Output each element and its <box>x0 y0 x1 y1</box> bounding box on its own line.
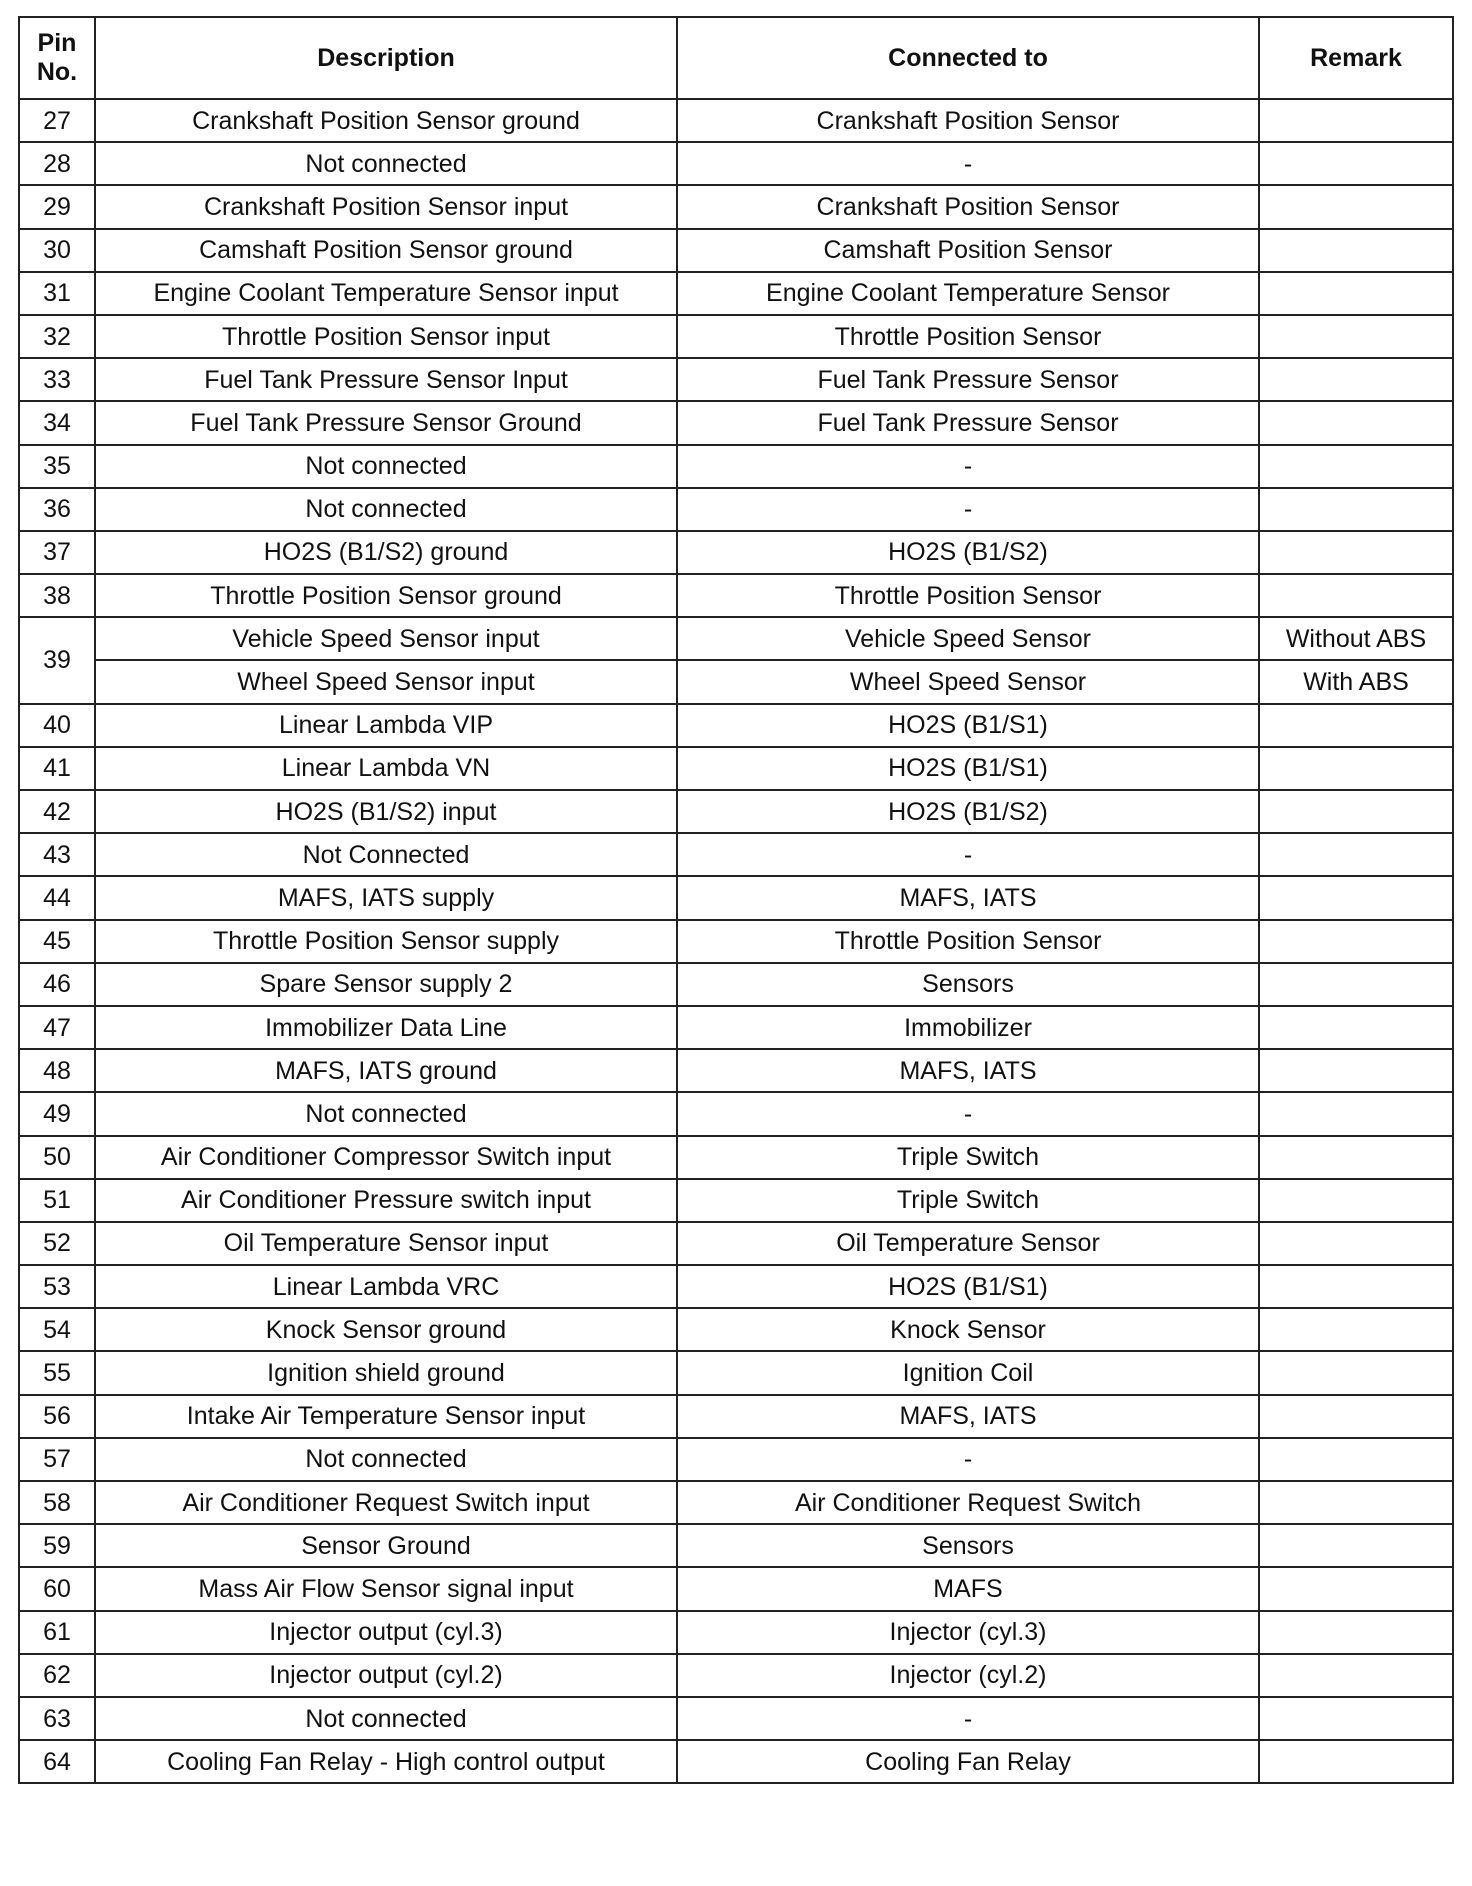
table-row <box>19 99 1453 142</box>
description-cell: Mass Air Flow Sensor signal input <box>95 1567 677 1610</box>
table-row <box>19 704 1453 747</box>
connected-to-cell: Air Conditioner Request Switch <box>677 1481 1259 1524</box>
table-row <box>19 1611 1453 1654</box>
description-cell: Oil Temperature Sensor input <box>95 1222 677 1265</box>
connected-to-cell: Oil Temperature Sensor <box>677 1222 1259 1265</box>
header-pin-no <box>19 17 95 99</box>
description-cell: Spare Sensor supply 2 <box>95 963 677 1006</box>
pin-table-body <box>19 99 1453 1783</box>
pin-number-cell: 50 <box>19 1136 95 1179</box>
remark-cell <box>1259 1049 1453 1092</box>
connected-to-cell: Sensors <box>677 1524 1259 1567</box>
connected-to-cell: MAFS, IATS <box>677 1395 1259 1438</box>
description-cell: Engine Coolant Temperature Sensor input <box>95 272 677 315</box>
connected-to-cell: - <box>677 142 1259 185</box>
connected-to-cell: - <box>677 445 1259 488</box>
remark-cell <box>1259 1092 1453 1135</box>
description-cell: Linear Lambda VIP <box>95 704 677 747</box>
remark-cell <box>1259 920 1453 963</box>
description-cell: Throttle Position Sensor input <box>95 315 677 358</box>
connected-to-cell: Triple Switch <box>677 1179 1259 1222</box>
remark-cell <box>1259 488 1453 531</box>
pin-number-cell: 40 <box>19 704 95 747</box>
connected-to-cell: MAFS <box>677 1567 1259 1610</box>
connected-to-cell: Fuel Tank Pressure Sensor <box>677 358 1259 401</box>
header-connected-to: Connected to <box>677 17 1259 99</box>
description-cell: Injector output (cyl.2) <box>95 1654 677 1697</box>
description-cell: HO2S (B1/S2) input <box>95 790 677 833</box>
connected-to-cell: Knock Sensor <box>677 1308 1259 1351</box>
connected-to-cell: Ignition Coil <box>677 1351 1259 1394</box>
remark-cell <box>1259 99 1453 142</box>
connected-to-cell: HO2S (B1/S2) <box>677 790 1259 833</box>
description-cell: Linear Lambda VRC <box>95 1265 677 1308</box>
description-cell: Sensor Ground <box>95 1524 677 1567</box>
pin-number-cell: 48 <box>19 1049 95 1092</box>
table-row <box>19 358 1453 401</box>
description-cell: Wheel Speed Sensor input <box>95 660 677 703</box>
table-row <box>19 1049 1453 1092</box>
table-row <box>19 272 1453 315</box>
table-row <box>19 876 1453 919</box>
table-row <box>19 315 1453 358</box>
pin-number-cell: 27 <box>19 99 95 142</box>
remark-cell <box>1259 1179 1453 1222</box>
remark-cell <box>1259 1697 1453 1740</box>
pin-number-cell: 64 <box>19 1740 95 1783</box>
pin-table <box>18 16 1454 1784</box>
table-row <box>19 1179 1453 1222</box>
description-cell: Not Connected <box>95 833 677 876</box>
header-pin-line2: No. <box>36 58 78 86</box>
pin-number-cell: 30 <box>19 229 95 272</box>
description-cell: Air Conditioner Request Switch input <box>95 1481 677 1524</box>
remark-cell <box>1259 1136 1453 1179</box>
remark-cell <box>1259 1524 1453 1567</box>
description-cell: Linear Lambda VN <box>95 747 677 790</box>
table-row <box>19 1395 1453 1438</box>
table-row <box>19 401 1453 444</box>
connected-to-cell: Throttle Position Sensor <box>677 574 1259 617</box>
connected-to-cell: - <box>677 833 1259 876</box>
table-row <box>19 229 1453 272</box>
connected-to-cell: Fuel Tank Pressure Sensor <box>677 401 1259 444</box>
remark-cell <box>1259 229 1453 272</box>
pin-number-cell: 29 <box>19 185 95 228</box>
table-row <box>19 1222 1453 1265</box>
table-row <box>19 747 1453 790</box>
table-row <box>19 833 1453 876</box>
remark-cell <box>1259 445 1453 488</box>
pin-number-cell: 52 <box>19 1222 95 1265</box>
remark-cell <box>1259 1351 1453 1394</box>
remark-cell <box>1259 1611 1453 1654</box>
connected-to-cell: Engine Coolant Temperature Sensor <box>677 272 1259 315</box>
connected-to-cell: Cooling Fan Relay <box>677 1740 1259 1783</box>
pin-number-cell: 43 <box>19 833 95 876</box>
table-row <box>19 1006 1453 1049</box>
pin-number-cell: 60 <box>19 1567 95 1610</box>
description-cell: HO2S (B1/S2) ground <box>95 531 677 574</box>
table-row <box>19 1438 1453 1481</box>
pin-number-cell: 44 <box>19 876 95 919</box>
description-cell: Not connected <box>95 1697 677 1740</box>
pin-number-cell: 32 <box>19 315 95 358</box>
description-cell: Fuel Tank Pressure Sensor Ground <box>95 401 677 444</box>
table-row <box>19 1654 1453 1697</box>
remark-cell: Without ABS <box>1259 617 1453 660</box>
remark-cell <box>1259 963 1453 1006</box>
remark-cell: With ABS <box>1259 660 1453 703</box>
remark-cell <box>1259 1481 1453 1524</box>
pin-number-cell: 37 <box>19 531 95 574</box>
pin-number-cell: 38 <box>19 574 95 617</box>
connected-to-cell: Injector (cyl.3) <box>677 1611 1259 1654</box>
pin-number-cell: 33 <box>19 358 95 401</box>
remark-cell <box>1259 833 1453 876</box>
description-cell: Cooling Fan Relay - High control output <box>95 1740 677 1783</box>
description-cell: Crankshaft Position Sensor input <box>95 185 677 228</box>
description-cell: MAFS, IATS ground <box>95 1049 677 1092</box>
pin-table-document <box>18 16 1452 1784</box>
connected-to-cell: Triple Switch <box>677 1136 1259 1179</box>
remark-cell <box>1259 1308 1453 1351</box>
table-row <box>19 660 1453 703</box>
connected-to-cell: MAFS, IATS <box>677 1049 1259 1092</box>
pin-number-cell: 41 <box>19 747 95 790</box>
description-cell: Not connected <box>95 1438 677 1481</box>
description-cell: Ignition shield ground <box>95 1351 677 1394</box>
remark-cell <box>1259 704 1453 747</box>
table-row <box>19 1265 1453 1308</box>
table-row <box>19 790 1453 833</box>
table-row <box>19 920 1453 963</box>
pin-number-cell: 58 <box>19 1481 95 1524</box>
table-row <box>19 531 1453 574</box>
connected-to-cell: - <box>677 488 1259 531</box>
table-row <box>19 1740 1453 1783</box>
connected-to-cell: - <box>677 1092 1259 1135</box>
connected-to-cell: HO2S (B1/S2) <box>677 531 1259 574</box>
pin-number-cell: 63 <box>19 1697 95 1740</box>
remark-cell <box>1259 574 1453 617</box>
description-cell: Throttle Position Sensor supply <box>95 920 677 963</box>
remark-cell <box>1259 185 1453 228</box>
pin-number-cell: 45 <box>19 920 95 963</box>
table-row <box>19 488 1453 531</box>
description-cell: Immobilizer Data Line <box>95 1006 677 1049</box>
remark-cell <box>1259 1395 1453 1438</box>
table-row <box>19 1481 1453 1524</box>
description-cell: Not connected <box>95 445 677 488</box>
table-row <box>19 963 1453 1006</box>
table-row <box>19 1351 1453 1394</box>
connected-to-cell: HO2S (B1/S1) <box>677 704 1259 747</box>
remark-cell <box>1259 790 1453 833</box>
description-cell: Air Conditioner Pressure switch input <box>95 1179 677 1222</box>
connected-to-cell: - <box>677 1697 1259 1740</box>
connected-to-cell: Vehicle Speed Sensor <box>677 617 1259 660</box>
pin-number-cell: 28 <box>19 142 95 185</box>
table-row <box>19 1524 1453 1567</box>
description-cell: Not connected <box>95 142 677 185</box>
connected-to-cell: Crankshaft Position Sensor <box>677 185 1259 228</box>
table-row <box>19 1697 1453 1740</box>
connected-to-cell: Wheel Speed Sensor <box>677 660 1259 703</box>
remark-cell <box>1259 401 1453 444</box>
description-cell: Crankshaft Position Sensor ground <box>95 99 677 142</box>
table-row <box>19 185 1453 228</box>
description-cell: Air Conditioner Compressor Switch input <box>95 1136 677 1179</box>
description-cell: Vehicle Speed Sensor input <box>95 617 677 660</box>
remark-cell <box>1259 1567 1453 1610</box>
connected-to-cell: Crankshaft Position Sensor <box>677 99 1259 142</box>
connected-to-cell: HO2S (B1/S1) <box>677 747 1259 790</box>
pin-number-cell: 62 <box>19 1654 95 1697</box>
description-cell: Fuel Tank Pressure Sensor Input <box>95 358 677 401</box>
pin-number-cell: 35 <box>19 445 95 488</box>
description-cell: Throttle Position Sensor ground <box>95 574 677 617</box>
pin-number-cell: 49 <box>19 1092 95 1135</box>
table-row <box>19 142 1453 185</box>
remark-cell <box>1259 1654 1453 1697</box>
pin-number-cell: 36 <box>19 488 95 531</box>
header-pin-line1: Pin <box>37 29 77 57</box>
remark-cell <box>1259 1006 1453 1049</box>
connected-to-cell: Sensors <box>677 963 1259 1006</box>
table-row <box>19 1567 1453 1610</box>
table-row <box>19 1308 1453 1351</box>
connected-to-cell: Injector (cyl.2) <box>677 1654 1259 1697</box>
remark-cell <box>1259 358 1453 401</box>
header-description: Description <box>95 17 677 99</box>
connected-to-cell: Immobilizer <box>677 1006 1259 1049</box>
table-row <box>19 1092 1453 1135</box>
table-row <box>19 617 1453 660</box>
connected-to-cell: Camshaft Position Sensor <box>677 229 1259 272</box>
remark-cell <box>1259 1438 1453 1481</box>
connected-to-cell: Throttle Position Sensor <box>677 920 1259 963</box>
connected-to-cell: MAFS, IATS <box>677 876 1259 919</box>
pin-number-cell: 46 <box>19 963 95 1006</box>
pin-number-cell: 54 <box>19 1308 95 1351</box>
description-cell: Camshaft Position Sensor ground <box>95 229 677 272</box>
table-row <box>19 1136 1453 1179</box>
connected-to-cell: Throttle Position Sensor <box>677 315 1259 358</box>
pin-number-cell: 47 <box>19 1006 95 1049</box>
header-row <box>19 17 1453 99</box>
connected-to-cell: - <box>677 1438 1259 1481</box>
remark-cell <box>1259 315 1453 358</box>
description-cell: Not connected <box>95 1092 677 1135</box>
pin-number-cell: 34 <box>19 401 95 444</box>
remark-cell <box>1259 142 1453 185</box>
pin-number-cell: 42 <box>19 790 95 833</box>
description-cell: MAFS, IATS supply <box>95 876 677 919</box>
remark-cell <box>1259 1740 1453 1783</box>
header-remark: Remark <box>1259 17 1453 99</box>
pin-number-cell: 39 <box>19 617 95 703</box>
description-cell: Knock Sensor ground <box>95 1308 677 1351</box>
connected-to-cell: HO2S (B1/S1) <box>677 1265 1259 1308</box>
pin-number-cell: 61 <box>19 1611 95 1654</box>
remark-cell <box>1259 876 1453 919</box>
pin-number-cell: 55 <box>19 1351 95 1394</box>
description-cell: Not connected <box>95 488 677 531</box>
pin-number-cell: 57 <box>19 1438 95 1481</box>
remark-cell <box>1259 272 1453 315</box>
pin-number-cell: 51 <box>19 1179 95 1222</box>
pin-number-cell: 31 <box>19 272 95 315</box>
pin-number-cell: 56 <box>19 1395 95 1438</box>
remark-cell <box>1259 1265 1453 1308</box>
table-row <box>19 574 1453 617</box>
table-row <box>19 445 1453 488</box>
remark-cell <box>1259 747 1453 790</box>
remark-cell <box>1259 531 1453 574</box>
pin-number-cell: 53 <box>19 1265 95 1308</box>
pin-number-cell: 59 <box>19 1524 95 1567</box>
description-cell: Injector output (cyl.3) <box>95 1611 677 1654</box>
remark-cell <box>1259 1222 1453 1265</box>
description-cell: Intake Air Temperature Sensor input <box>95 1395 677 1438</box>
